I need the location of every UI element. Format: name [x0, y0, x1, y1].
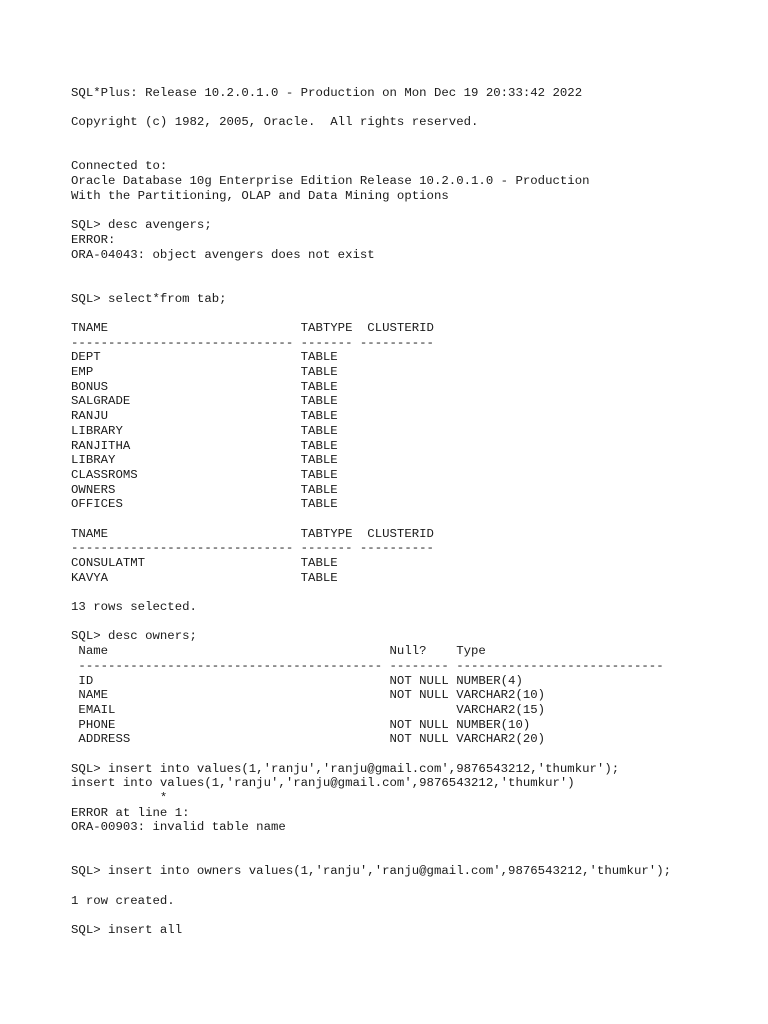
- console-line: NAME NOT NULL VARCHAR2(10): [71, 688, 546, 703]
- console-line: ORA-00903: invalid table name: [71, 820, 286, 835]
- console-line: [71, 879, 671, 894]
- console-line: 13 rows selected.: [71, 600, 197, 615]
- sqlplus-console-output: [71, 86, 671, 938]
- console-line: ------------------------------ ------- ----------: [71, 335, 434, 350]
- console-line: EMAIL VARCHAR2(15): [71, 702, 546, 717]
- console-line: With the Partitioning, OLAP and Data Mining options: [71, 188, 449, 203]
- console-line: [71, 145, 671, 160]
- console-line: ------------------------------ ------- ----------: [71, 541, 434, 556]
- console-line: [71, 835, 671, 850]
- console-line: ORA-04043: object avengers does not exist: [71, 247, 375, 262]
- console-line: Name Null? Type: [71, 644, 486, 659]
- console-line: [71, 101, 671, 116]
- console-line: ERROR at line 1:: [71, 805, 190, 820]
- console-line: DEPT TABLE: [71, 350, 338, 365]
- console-line: LIBRAY TABLE: [71, 453, 338, 468]
- console-line: SQL> insert into owners values(1,'ranju','ranju@gmail.com',9876543212,'thumkur');: [71, 864, 672, 879]
- console-line: [71, 909, 671, 924]
- console-line: LIBRARY TABLE: [71, 423, 338, 438]
- console-line: KAVYA TABLE: [71, 570, 338, 585]
- console-line: insert into values(1,'ranju','ranju@gmail.com',9876543212,'thumkur'): [71, 776, 575, 791]
- console-line: *: [71, 791, 168, 805]
- console-line: Connected to:: [71, 159, 168, 174]
- console-line: [71, 850, 671, 865]
- console-line: Copyright (c) 1982, 2005, Oracle. All rights reserved.: [71, 115, 479, 130]
- console-line: OFFICES TABLE: [71, 497, 338, 512]
- console-line: Oracle Database 10g Enterprise Edition Release 10.2.0.1.0 - Production: [71, 174, 590, 189]
- console-line: BONUS TABLE: [71, 379, 338, 394]
- console-line: [71, 204, 671, 219]
- console-line: SQL> desc avengers;: [71, 218, 212, 233]
- console-line: 1 row created.: [71, 893, 175, 908]
- console-line: [71, 512, 671, 527]
- console-line: [71, 262, 671, 277]
- console-line: [71, 130, 671, 145]
- console-line: SQL> insert all: [71, 923, 183, 938]
- console-line: ERROR:: [71, 232, 116, 247]
- console-line: ID NOT NULL NUMBER(4): [71, 673, 523, 688]
- console-line: [71, 306, 671, 321]
- console-line: CONSULATMT TABLE: [71, 556, 338, 570]
- console-line: RANJITHA TABLE: [71, 438, 338, 453]
- console-line: [71, 747, 671, 762]
- console-line: [71, 585, 671, 600]
- console-line: [71, 615, 671, 630]
- console-line: SQL> insert into values(1,'ranju','ranju@gmail.com',9876543212,'thumkur');: [71, 761, 620, 776]
- console-line: CLASSROMS TABLE: [71, 467, 338, 482]
- console-line: TNAME TABTYPE CLUSTERID: [71, 321, 434, 335]
- console-line: TNAME TABTYPE CLUSTERID: [71, 526, 434, 541]
- console-line: PHONE NOT NULL NUMBER(10): [71, 717, 531, 732]
- console-line: ADDRESS NOT NULL VARCHAR2(20): [71, 732, 546, 747]
- console-line: SALGRADE TABLE: [71, 394, 338, 409]
- console-line: OWNERS TABLE: [71, 482, 338, 497]
- console-line: ----------------------------------------- -------- ----------------------------: [71, 658, 664, 673]
- console-line: SQL> desc owners;: [71, 629, 197, 644]
- console-line: EMP TABLE: [71, 365, 338, 380]
- console-line: [71, 277, 671, 292]
- console-line: RANJU TABLE: [71, 409, 338, 424]
- console-line: SQL> select*from tab;: [71, 291, 227, 306]
- console-line: SQL*Plus: Release 10.2.0.1.0 - Production on Mon Dec 19 20:33:42 2022: [71, 86, 583, 100]
